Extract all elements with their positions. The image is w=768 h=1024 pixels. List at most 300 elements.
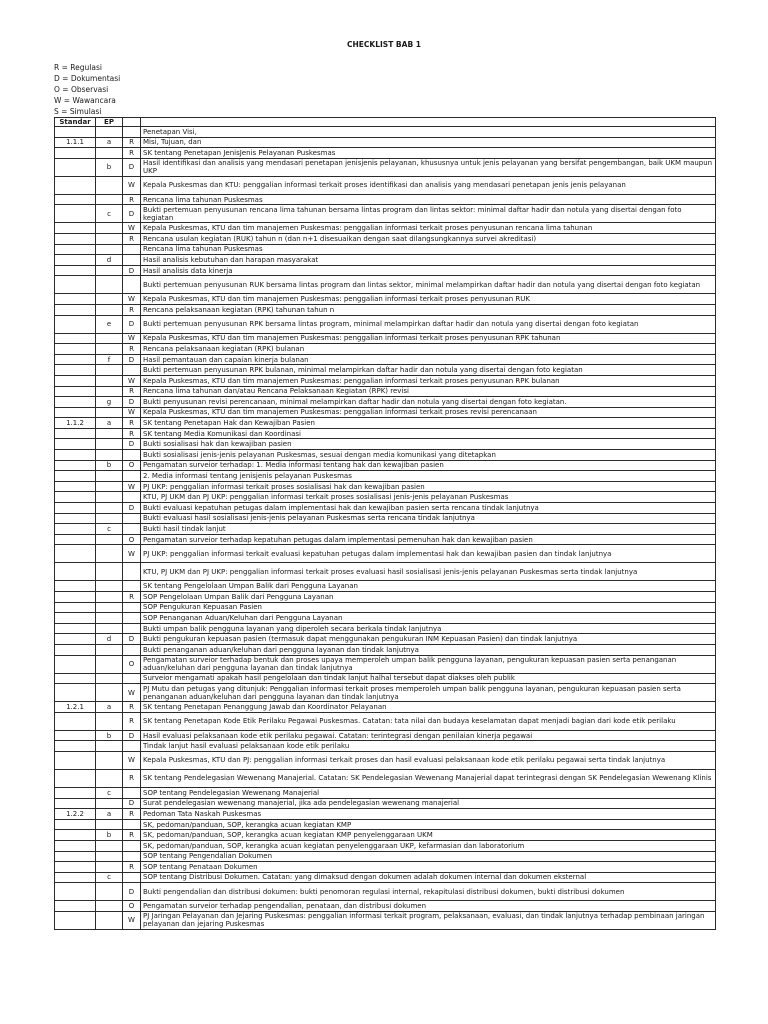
standar-cell [55,730,96,741]
item-cell: SK tentang Penetapan Kode Etik Perilaku Pegawai Puskesmas. Catatan: tata nilai dan budaya keselamatan dapat menjadi bagian dari kode etik perilaku [141,712,716,730]
ep-cell: d [96,634,123,645]
standar-cell [55,901,96,912]
standar-cell [55,524,96,535]
code-cell: R [123,592,141,603]
standar-cell [55,233,96,244]
ep-cell: b [96,730,123,741]
code-cell [123,563,141,581]
item-cell: Pengamatan surveior terhadap: 1. Media informasi tentang hak dan kewajiban pasien [141,460,716,471]
table-row [55,684,716,702]
standar-cell [55,492,96,503]
code-cell: D [123,205,141,223]
table-row [55,712,716,730]
ep-cell [96,581,123,592]
standar-cell [55,194,96,205]
ep-cell [96,513,123,524]
ep-cell [96,148,123,159]
code-cell: R [123,386,141,397]
code-cell: O [123,460,141,471]
code-cell: D [123,397,141,408]
ep-cell [96,471,123,482]
standar-cell: 1.2.1 [55,702,96,713]
table-row [55,439,716,450]
code-cell [123,492,141,503]
table-row [55,397,716,408]
code-cell: W [123,751,141,769]
ep-cell [96,439,123,450]
ep-cell [96,545,123,563]
standar-cell [55,563,96,581]
item-header [141,118,716,127]
item-cell: SOP tentang Pengendalian Dokumen [141,851,716,862]
code-cell: R [123,428,141,439]
code-cell: D [123,265,141,276]
table-row [55,223,716,234]
item-cell: Surat pendelegasian wewenang manajerial, jika ada pendelegasian wewenang manajerial [141,798,716,809]
legend-line: W = Wawancara [54,96,116,105]
ep-cell [96,333,123,344]
ep-cell: b [96,158,123,176]
item-cell: Bukti hasil tindak lanjut [141,524,716,535]
standar-cell [55,265,96,276]
item-cell: SK tentang Pendelegasian Wewenang Manajerial. Catatan: SK Pendelegasian Wewenang Manajerial dapat terintegrasi dengan SK Pendelegasian Wewenang Klinis [141,769,716,787]
code-cell [123,644,141,655]
table-row [55,481,716,492]
ep-cell [96,503,123,514]
item-cell: Bukti evaluasi kepatuhan petugas dalam implementasi hak dan kewajiban pasien serta rencana tindak lanjutnya [141,503,716,514]
code-cell [123,840,141,851]
table-row [55,563,716,581]
ep-cell [96,819,123,830]
table-row [55,862,716,873]
table-row [55,798,716,809]
item-cell: SOP tentang Penataan Dokumen [141,862,716,873]
ep-cell [96,655,123,673]
code-cell: R [123,418,141,429]
table-row [55,276,716,294]
code-cell: W [123,407,141,418]
ep-cell [96,751,123,769]
code-cell: D [123,883,141,901]
code-cell: R [123,304,141,315]
item-cell: PJ Mutu dan petugas yang ditunjuk: Penggalian informasi terkait proses memperoleh umpan balik pengguna layanan, pengukuran kepuasan pasien serta penanganan aduan/keluhan dari pengguna layanan dan tindak lanjutnya [141,684,716,702]
standar-cell [55,158,96,176]
ep-cell: a [96,809,123,820]
ep-cell: f [96,354,123,365]
ep-cell [96,851,123,862]
code-cell: R [123,344,141,355]
item-cell: SK, pedoman/panduan, SOP, kerangka acuan kegiatan KMP [141,819,716,830]
table-row [55,365,716,376]
item-cell: Rencana lima tahunan Puskesmas [141,194,716,205]
table-row [55,460,716,471]
standar-cell [55,769,96,787]
ep-cell [96,644,123,655]
code-cell [123,623,141,634]
item-cell: Kepala Puskesmas, KTU dan tim manajemen Puskesmas: penggalian informasi terkait proses penyusunan RUK [141,294,716,305]
table-row [55,787,716,798]
standar-cell [55,344,96,355]
standar-cell: 1.2.2 [55,809,96,820]
standar-cell [55,613,96,624]
code-cell [123,741,141,752]
standar-cell [55,407,96,418]
code-cell: W [123,545,141,563]
table-row [55,233,716,244]
table-row [55,655,716,673]
standar-cell [55,741,96,752]
table-row [55,769,716,787]
standar-cell [55,255,96,266]
standar-cell [55,592,96,603]
code-cell: W [123,684,141,702]
item-cell: SOP tentang Distribusi Dokumen. Catatan: yang dimaksud dengan dokumen adalah dokumen internal dan dokumen eksternal [141,872,716,883]
item-cell: SK tentang Penetapan JenisJenis Pelayanan Puskesmas [141,148,716,159]
ep-cell [96,712,123,730]
table-row [55,840,716,851]
table-row [55,809,716,820]
standar-cell [55,244,96,255]
standar-cell [55,819,96,830]
table-row [55,194,716,205]
table-row [55,471,716,482]
standar-cell [55,481,96,492]
item-cell: SK, pedoman/panduan, SOP, kerangka acuan kegiatan penyelenggaraan UKP, kefarmasian dan laboratorium [141,840,716,851]
standar-cell [55,223,96,234]
ep-cell [96,840,123,851]
ep-cell [96,407,123,418]
table-row [55,592,716,603]
standar-cell [55,840,96,851]
ep-cell: b [96,830,123,841]
code-cell: D [123,730,141,741]
item-cell: Bukti pertemuan penyusunan RPK bulanan, minimal melampirkan daftar hadir dan notula yang disertai dengan foto kegiatan [141,365,716,376]
standar-cell [55,787,96,798]
table-row [55,819,716,830]
code-cell [123,613,141,624]
ep-cell [96,798,123,809]
ep-cell: b [96,460,123,471]
code-cell [123,513,141,524]
standar-header: Standar [55,118,96,127]
table-row [55,354,716,365]
code-cell [123,787,141,798]
table-row [55,503,716,514]
standar-cell [55,148,96,159]
code-cell [123,581,141,592]
item-cell: Hasil evaluasi pelaksanaan kode etik perilaku pegawai. Catatan: terintegrasi dengan penilaian kinerja pegawai [141,730,716,741]
ep-cell [96,592,123,603]
document-title: CHECKLIST BAB 1 [347,40,421,49]
table-header-row [55,118,716,127]
code-cell: W [123,911,141,929]
item-cell: Rencana usulan kegiatan (RUK) tahun n (dan n+1 disesuaikan dengan saat dilangsungkannya survei akreditasi) [141,233,716,244]
code-cell: W [123,294,141,305]
standar-cell [55,276,96,294]
ep-cell [96,344,123,355]
code-cell [123,851,141,862]
item-cell: Bukti pengendalian dan distribusi dokumen: bukti penomoran regulasi internal, rekapitulasi distribusi dokumen, bukti distribusi dokumen [141,883,716,901]
ep-cell: c [96,787,123,798]
item-cell: Hasil identifikasi dan analisis yang mendasari penetapan jenisjenis pelayanan, khususnya untuk jenis pelayanan yang bersifat pengembangan, baik UKM maupun UKP [141,158,716,176]
code-cell: W [123,176,141,194]
code-cell: D [123,634,141,645]
code-cell [123,244,141,255]
item-cell: SK tentang Media Komunikasi dan Koordinasi [141,428,716,439]
ep-cell [96,223,123,234]
standar-cell [55,862,96,873]
legend-line: D = Dokumentasi [54,74,121,83]
ep-cell [96,176,123,194]
ep-cell [96,194,123,205]
ep-cell [96,127,123,138]
code-cell [123,365,141,376]
table-row [55,851,716,862]
ep-cell [96,492,123,503]
standar-cell [55,333,96,344]
table-row [55,428,716,439]
standar-cell [55,294,96,305]
table-row [55,673,716,684]
table-row [55,613,716,624]
legend-line: O = Observasi [54,85,109,94]
item-cell: SK tentang Penetapan Hak dan Kewajiban Pasien [141,418,716,429]
item-cell: Pengamatan surveior terhadap pengendalian, penataan, dan distribusi dokumen [141,901,716,912]
table-row [55,524,716,535]
item-cell: Bukti penyusunan revisi perencanaan, minimal melampirkan daftar hadir dan notula yang disertai dengan foto kegiatan. [141,397,716,408]
ep-cell [96,233,123,244]
ep-cell: c [96,872,123,883]
table-row [55,386,716,397]
table-row [55,741,716,752]
standar-cell: 1.1.2 [55,418,96,429]
item-cell: Hasil analisis kebutuhan dan harapan masyarakat [141,255,716,266]
standar-cell [55,534,96,545]
item-cell: SOP Pengelolaan Umpan Balik dari Pengguna Layanan [141,592,716,603]
table-row [55,883,716,901]
ep-cell [96,684,123,702]
item-cell: SK tentang Penetapan Penanggung Jawab dan Koordinator Pelayanan [141,702,716,713]
table-row [55,315,716,333]
code-cell: R [123,137,141,148]
ep-cell [96,883,123,901]
item-cell: Kepala Puskesmas, KTU dan tim manajemen Puskesmas: penggalian informasi terkait proses penyusunan RPK tahunan [141,333,716,344]
ep-cell [96,481,123,492]
item-cell: Kepala Puskesmas, KTU dan tim manajemen Puskesmas: penggalian informasi terkait proses penyusunan rencana lima tahunan [141,223,716,234]
ep-cell: c [96,524,123,535]
ep-cell [96,244,123,255]
legend [54,62,120,117]
code-cell: R [123,809,141,820]
table-row [55,872,716,883]
ep-cell [96,623,123,634]
item-cell: Bukti pertemuan penyusunan RPK bersama lintas program, minimal melampirkan daftar hadir dan notula yang disertai dengan foto kegiatan [141,315,716,333]
ep-cell [96,375,123,386]
item-cell: Bukti sosialisasi jenis-jenis pelayanan Puskesmas, sesuai dengan media komunikasi yang ditetapkan [141,450,716,461]
ep-header: EP [96,118,123,127]
standar-cell [55,644,96,655]
ep-cell: a [96,137,123,148]
standar-cell [55,375,96,386]
standar-cell [55,365,96,376]
standar-cell [55,545,96,563]
table-row [55,450,716,461]
item-cell: SOP Penanganan Aduan/Keluhan dari Pengguna Layanan [141,613,716,624]
code-cell [123,673,141,684]
code-cell [123,276,141,294]
code-cell [123,471,141,482]
standar-cell [55,460,96,471]
table-row [55,418,716,429]
item-cell: Surveior mengamati apakah hasil pengelolaan dan tindak lanjut halhal tersebut dapat diakses oleh publik [141,673,716,684]
code-cell: R [123,862,141,873]
code-cell: D [123,798,141,809]
table-row [55,265,716,276]
item-cell: Pengamatan surveior terhadap bentuk dan proses upaya memperoleh umpan balik pengguna layanan, pengukuran kepuasan pasien serta penanganan aduan/keluhan dari pengguna layanan dan tindak lanjutnya [141,655,716,673]
code-cell: W [123,481,141,492]
ep-cell [96,613,123,624]
item-cell: KTU, PJ UKM dan PJ UKP: penggalian informasi terkait proses sosialisasi jenis-jenis pelayanan Puskesmas [141,492,716,503]
table-row [55,333,716,344]
standar-cell [55,315,96,333]
table-row [55,344,716,355]
item-cell: Bukti sosialisasi hak dan kewajiban pasien [141,439,716,450]
standar-cell [55,127,96,138]
code-cell: R [123,830,141,841]
item-cell: PJ UKP: penggalian informasi terkait proses sosialisasi hak dan kewajiban pasien [141,481,716,492]
ep-cell [96,741,123,752]
table-row [55,304,716,315]
code-cell: D [123,503,141,514]
table-row [55,513,716,524]
code-cell: D [123,315,141,333]
table-row [55,205,716,223]
table-row [55,492,716,503]
item-cell: Rencana pelaksanaan kegiatan (RPK) tahunan tahun n [141,304,716,315]
table-row [55,534,716,545]
standar-cell [55,205,96,223]
table-row [55,407,716,418]
item-cell: Bukti evaluasi hasil sosialisasi jenis-jenis pelayanan Puskesmas serta rencana tindak lanjutnya [141,513,716,524]
table-row [55,176,716,194]
item-cell: KTU, PJ UKM dan PJ UKP: penggalian informasi terkait proses evaluasi hasil sosialisasi jenis-jenis pelayanan Puskesmas serta tindak lanjutnya [141,563,716,581]
code-cell [123,127,141,138]
ep-cell [96,365,123,376]
item-cell: Hasil pemantauan dan capaian kinerja bulanan [141,354,716,365]
ep-cell [96,534,123,545]
standar-cell [55,450,96,461]
table-row [55,901,716,912]
item-cell: PJ UKP: penggalian informasi terkait evaluasi kepatuhan petugas dalam implementasi hak dan kewajiban pasien dan tindak lanjutnya [141,545,716,563]
ep-cell [96,673,123,684]
table-row [55,644,716,655]
standar-cell [55,471,96,482]
checklist-table [54,117,716,930]
ep-cell: g [96,397,123,408]
item-cell: Bukti pertemuan penyusunan RUK bersama lintas program dan lintas sektor, minimal melampirkan daftar hadir dan notula yang disertai dengan foto kegiatan [141,276,716,294]
standar-cell [55,883,96,901]
item-cell: Penetapan Visi, [141,127,716,138]
code-cell: R [123,233,141,244]
item-cell: Misi, Tujuan, dan [141,137,716,148]
ep-cell [96,450,123,461]
item-cell: Pedoman Tata Naskah Puskesmas [141,809,716,820]
item-cell: Tindak lanjut hasil evaluasi pelaksanaan kode etik perilaku [141,741,716,752]
legend-line: S = Simulasi [54,107,102,116]
standar-cell [55,354,96,365]
standar-cell [55,634,96,645]
code-cell [123,255,141,266]
item-cell: Kepala Puskesmas, KTU dan PJ: penggalian informasi terkait proses dan hasil evaluasi pelaksanaan kode etik perilaku pegawai serta tindak lanjutnya [141,751,716,769]
code-cell [123,450,141,461]
code-cell [123,872,141,883]
standar-cell [55,428,96,439]
code-cell: R [123,194,141,205]
standar-cell: 1.1.1 [55,137,96,148]
item-cell: Kepala Puskesmas, KTU dan tim manajemen Puskesmas: penggalian informasi terkait proses penyusunan RPK bulanan [141,375,716,386]
item-cell: Rencana lima tahunan Puskesmas [141,244,716,255]
ep-cell: d [96,255,123,266]
ep-cell [96,901,123,912]
standar-cell [55,623,96,634]
table-row [55,244,716,255]
table-row [55,730,716,741]
code-cell [123,602,141,613]
item-cell: Bukti pertemuan penyusunan rencana lima tahunan bersama lintas program dan lintas sektor: minimal daftar hadir dan notula yang disertai dengan foto kegiatan [141,205,716,223]
ep-cell: c [96,205,123,223]
table-row [55,255,716,266]
item-cell: Bukti pengukuran kepuasan pasien (termasuk dapat menggunakan pengukuran INM Kepuasan Pasien) dan tindak lanjutnya [141,634,716,645]
standar-cell [55,503,96,514]
code-cell [123,819,141,830]
ep-cell [96,428,123,439]
standar-cell [55,673,96,684]
code-header [123,118,141,127]
item-cell: Rencana pelaksanaan kegiatan (RPK) bulanan [141,344,716,355]
table-row [55,158,716,176]
item-cell: Bukti umpan balik pengguna layanan yang diperoleh secara berkala tindak lanjutnya [141,623,716,634]
item-cell: SOP tentang Pendelegasian Wewenang Manajerial [141,787,716,798]
code-cell: O [123,534,141,545]
item-cell: Kepala Puskesmas, KTU dan tim manajemen Puskesmas: penggalian informasi terkait proses revisi perencanaan [141,407,716,418]
item-cell: Hasil analisis data kinerja [141,265,716,276]
table-row [55,581,716,592]
ep-cell [96,386,123,397]
table-row [55,148,716,159]
standar-cell [55,798,96,809]
code-cell: O [123,901,141,912]
legend-line: R = Regulasi [54,63,102,72]
standar-cell [55,397,96,408]
standar-cell [55,684,96,702]
standar-cell [55,602,96,613]
code-cell: W [123,375,141,386]
table-row [55,830,716,841]
table-row [55,623,716,634]
item-cell: SOP Pengukuran Kepuasan Pasien [141,602,716,613]
ep-cell: a [96,702,123,713]
standar-cell [55,712,96,730]
ep-cell [96,294,123,305]
code-cell: R [123,769,141,787]
table-row [55,375,716,386]
standar-cell [55,581,96,592]
ep-cell [96,769,123,787]
code-cell: D [123,439,141,450]
standar-cell [55,872,96,883]
item-cell: Kepala Puskesmas dan KTU: penggalian informasi terkait proses identifikasi dan analisis yang mendasari penetapan jenis jenis pelayanan [141,176,716,194]
code-cell: O [123,655,141,673]
